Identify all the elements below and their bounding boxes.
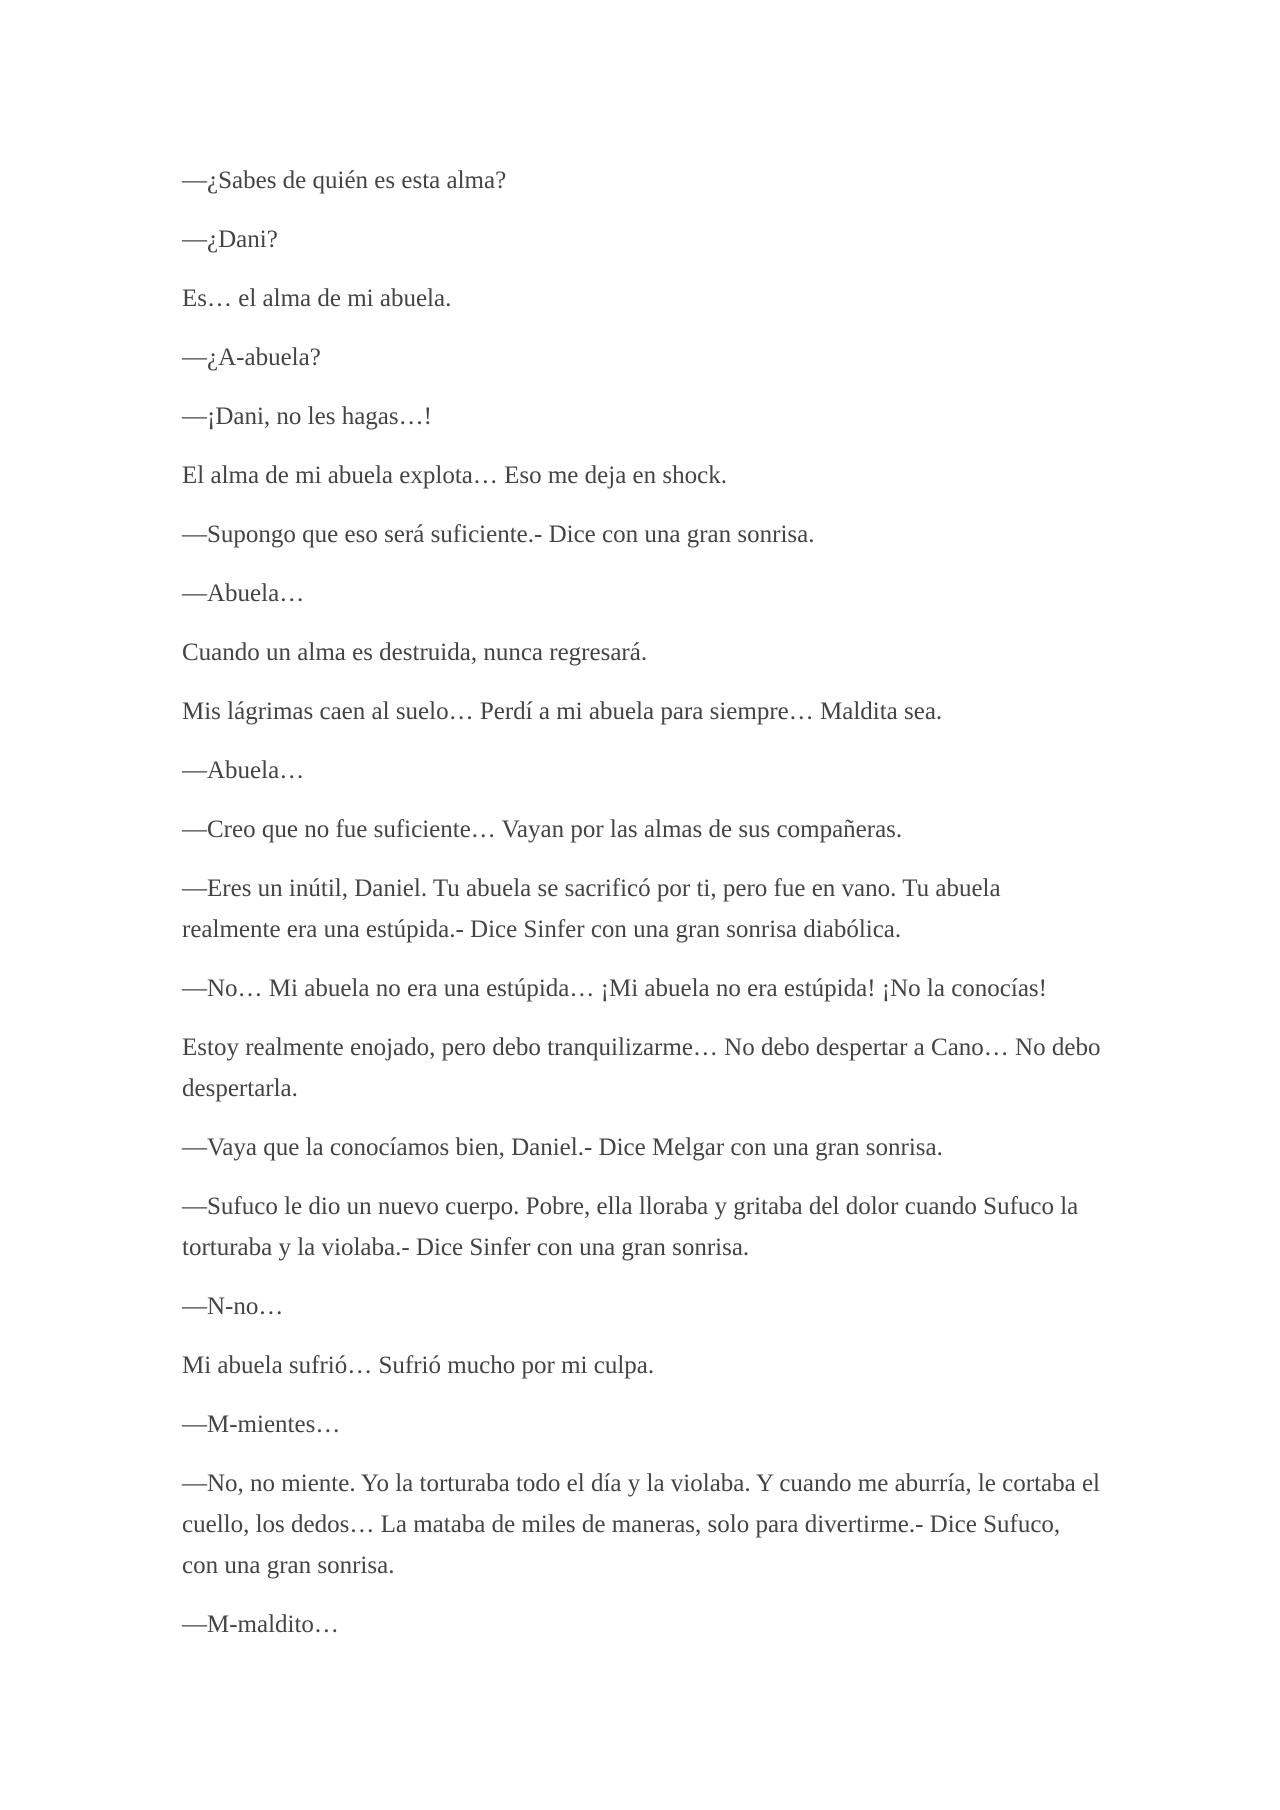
paragraph: —¿A-abuela? xyxy=(182,344,321,371)
paragraph: —Creo que no fue suficiente… Vayan por las almas de sus compañeras. xyxy=(182,816,903,843)
paragraph: Cuando un alma es destruida, nunca regresará. xyxy=(182,639,648,666)
paragraph: —Sufuco le dio un nuevo cuerpo. Pobre, ella lloraba y gritaba del dolor cuando Sufuco la torturaba y la violaba.- Dice Sinfer con una gran sonrisa. xyxy=(182,1193,1079,1261)
paragraph: —Vaya que la conocíamos bien, Daniel.- Dice Melgar con una gran sonrisa. xyxy=(182,1134,943,1161)
document-body xyxy=(182,160,1102,1663)
paragraph: —Abuela… xyxy=(182,757,305,784)
paragraph: —Eres un inútil, Daniel. Tu abuela se sacrificó por ti, pero fue en vano. Tu abuela realmente era una estúpida.- Dice Sinfer con una gran sonrisa diabólica. xyxy=(182,875,1001,943)
paragraph: —Abuela… xyxy=(182,580,305,607)
paragraph: —M-maldito… xyxy=(182,1611,339,1638)
paragraph: Mis lágrimas caen al suelo… Perdí a mi abuela para siempre… Maldita sea. xyxy=(182,698,943,725)
paragraph: Es… el alma de mi abuela. xyxy=(182,285,452,312)
paragraph: —¿Dani? xyxy=(182,226,278,253)
paragraph: —No… Mi abuela no era una estúpida… ¡Mi abuela no era estúpida! ¡No la conocías! xyxy=(182,975,1047,1002)
paragraph: Estoy realmente enojado, pero debo tranquilizarme… No debo despertar a Cano… No debo despertarla. xyxy=(182,1034,1101,1102)
paragraph: —No, no miente. Yo la torturaba todo el día y la violaba. Y cuando me aburría, le cortaba el cuello, los dedos… La mataba de miles de maneras, solo para divertirme.- Dice Sufuco, con una gran sonrisa. xyxy=(182,1470,1101,1579)
paragraph: —M-mientes… xyxy=(182,1411,341,1438)
paragraph: El alma de mi abuela explota… Eso me deja en shock. xyxy=(182,462,727,489)
paragraph: —¡Dani, no les hagas…! xyxy=(182,403,432,430)
paragraph: —Supongo que eso será suficiente.- Dice con una gran sonrisa. xyxy=(182,521,815,548)
paragraph: —N-no… xyxy=(182,1293,284,1320)
paragraph: —¿Sabes de quién es esta alma? xyxy=(182,167,507,194)
paragraph: Mi abuela sufrió… Sufrió mucho por mi culpa. xyxy=(182,1352,655,1379)
